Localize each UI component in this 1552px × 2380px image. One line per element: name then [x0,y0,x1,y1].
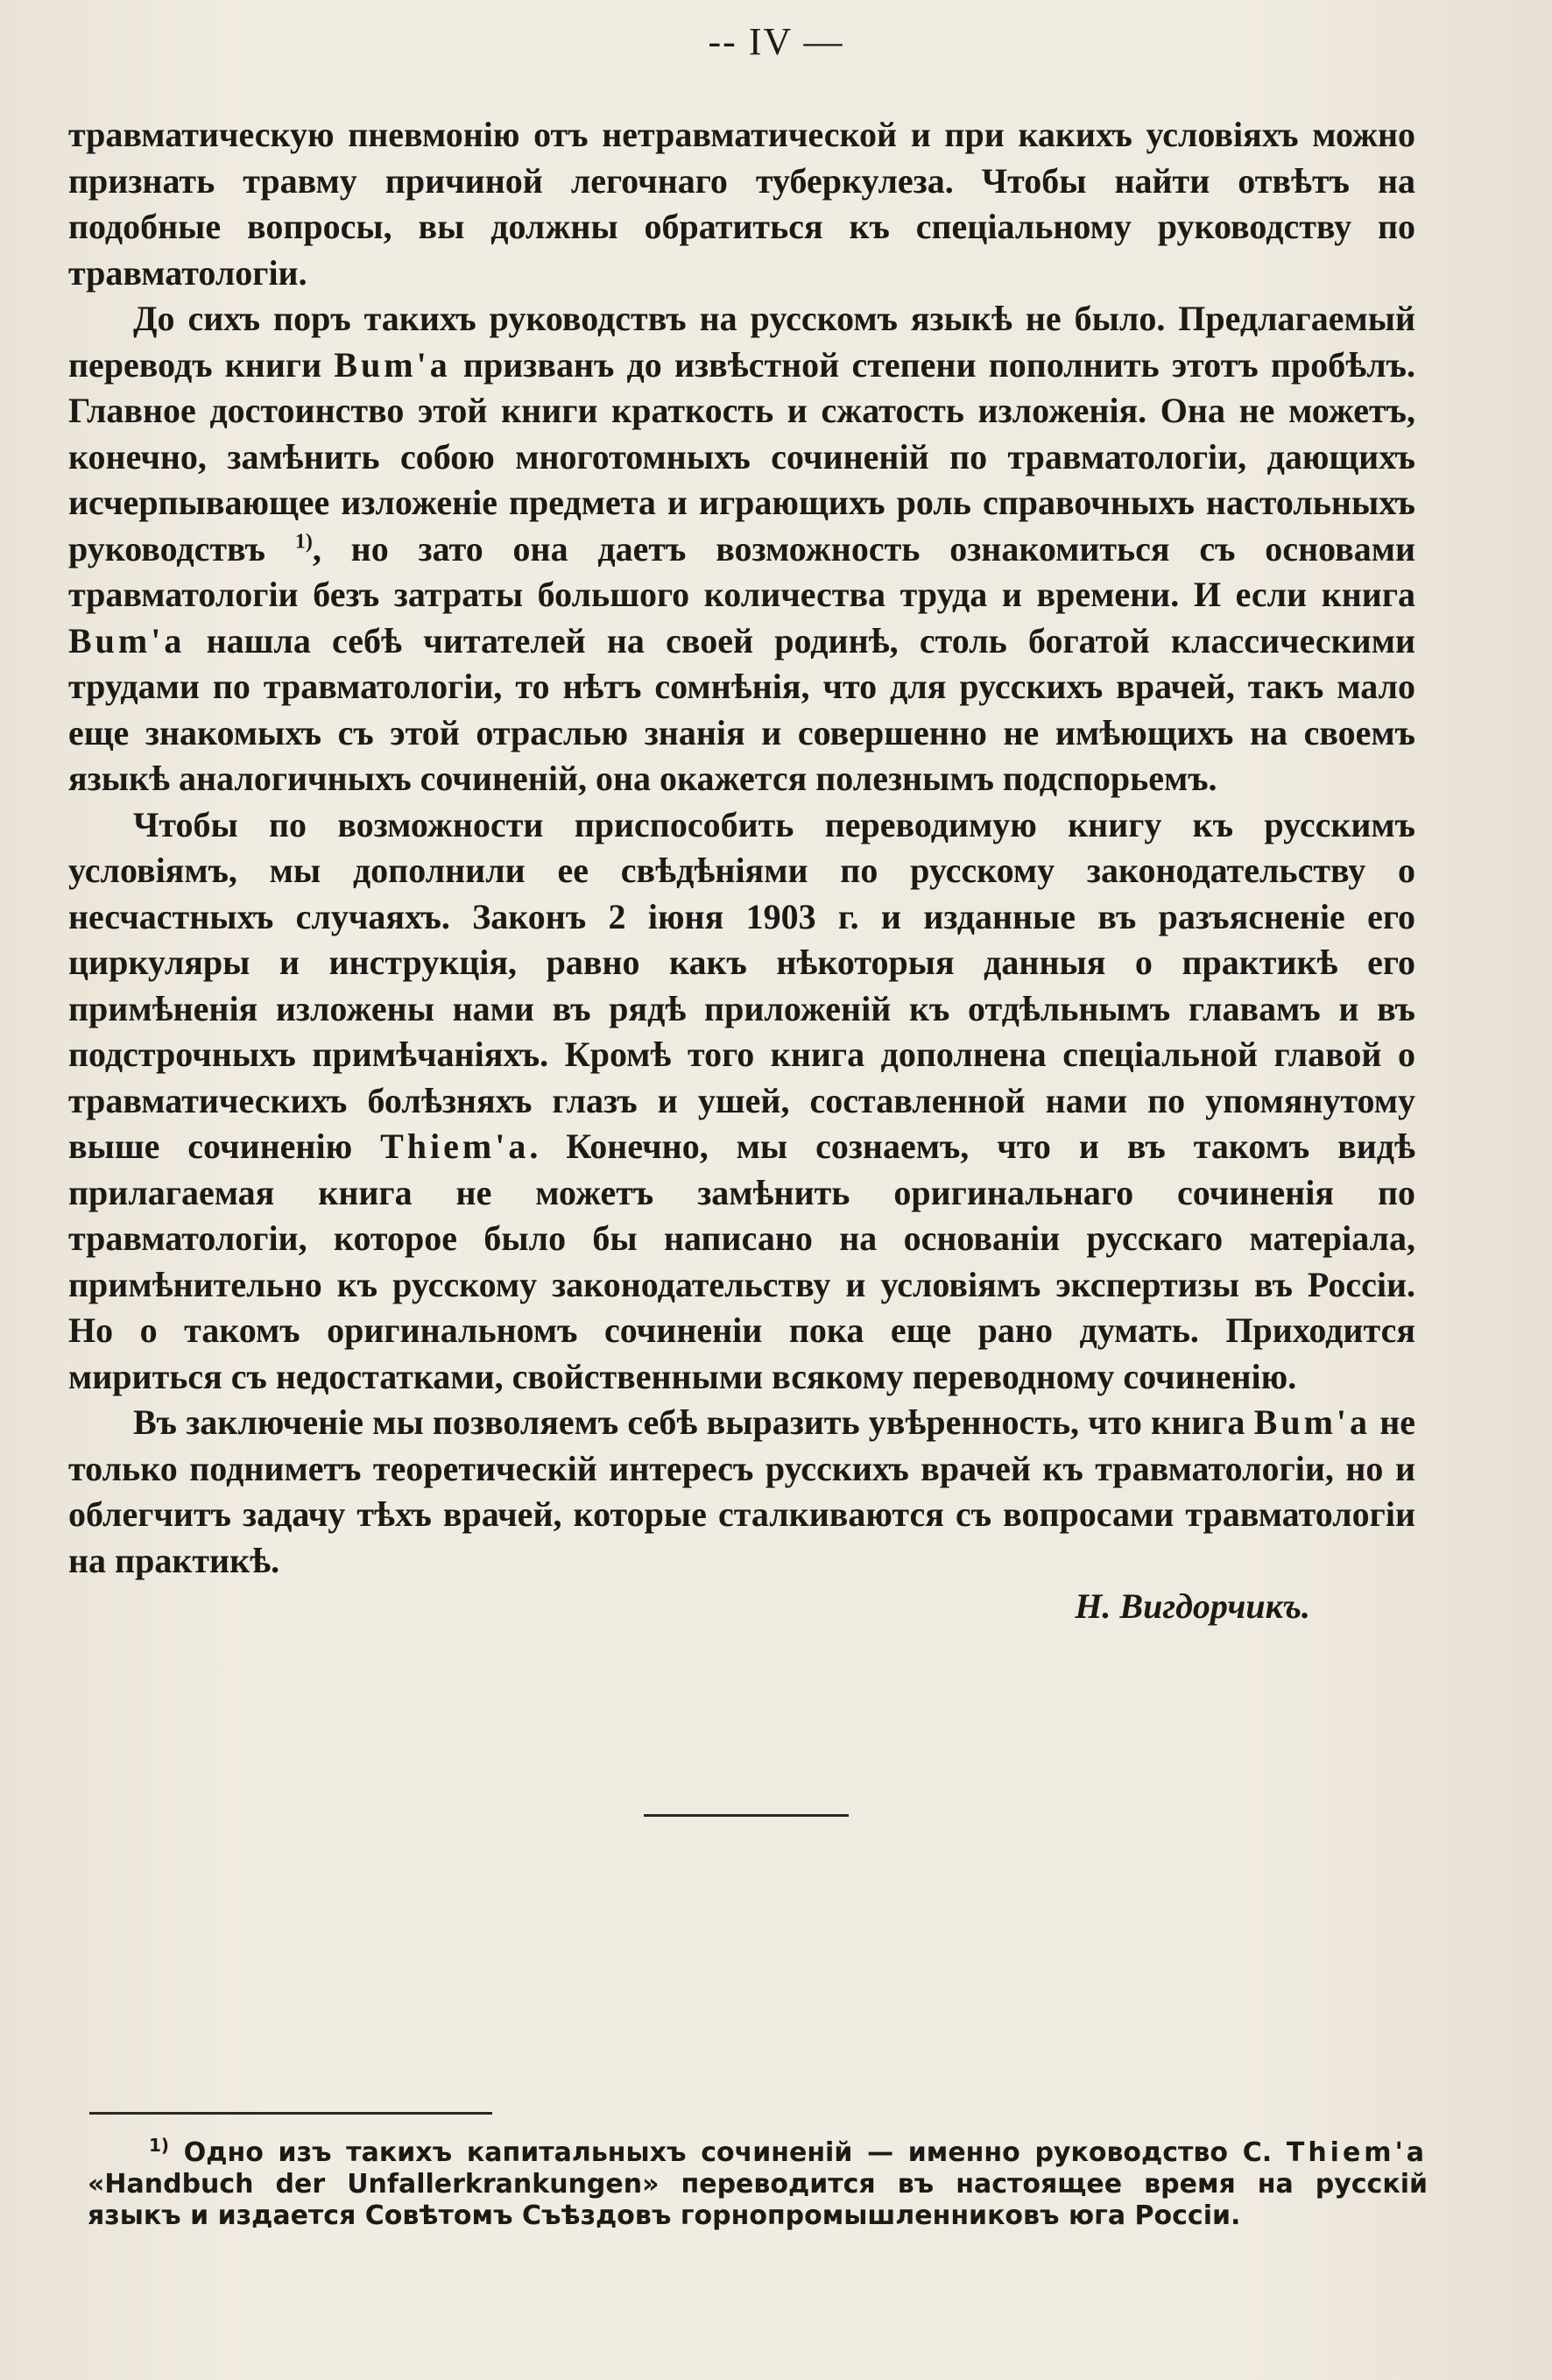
paragraph-2-text-b: призванъ до извѣстной степени пополнить этотъ пробѣлъ. Главное достоинство этой книги краткость и сжатость изложенія. Она не можетъ, конечно, замѣнить собою многотомныхъ сочиненій по травматологіи, дающихъ исчерпывающее изложеніе предмета и играющихъ роль справочныхъ настольныхъ руководствъ [68,344,1415,569]
paragraph-2-text-c: , но зато она даетъ возможность ознакомиться съ основами травматологіи безъ затраты большого количества труда и времени. И если книга [68,528,1416,614]
footnote-mark: 1) [149,2135,170,2156]
paragraph-4-text-a: Въ заключеніе мы позволяемъ себѣ выразить увѣренность, что книга [133,1402,1254,1442]
author-name-thiem: Thiem'a [380,1126,530,1166]
footnote-paragraph [88,2137,1428,2232]
footnote-divider [89,2112,492,2115]
main-text [68,112,1415,1630]
paragraph-2-text-a: До сихъ поръ такихъ руководствъ на русскомъ языкѣ не было. Предлагаемый переводъ книги [68,299,1415,385]
footnote-author-thiem: Thiem'a [1286,2137,1428,2168]
footnote-text-b: «Handbuch der Unfallerkrankungen» переводится въ настоящее время на русскій языкъ и издается Совѣтомъ Съѣздовъ горнопромышленниковъ юга Россіи. [88,2169,1428,2231]
paragraph-3-text-b: . Конечно, мы сознаемъ, что и въ такомъ видѣ прилагаемая книга не можетъ замѣнить оригинальнаго сочиненія по травматологіи, которое было бы написано на основаніи русскаго матеріала, примѣнительно къ русскому законодательству и условіямъ экспертизы въ Россіи. Но о такомъ оригинальномъ сочиненіи пока еще рано думать. Приходится мириться съ недостатками, свойственными всякому переводному сочиненію. [68,1126,1415,1396]
footnote-reference-mark: 1) [294,530,313,554]
paragraph-3 [68,802,1415,1401]
paragraph-3-text-a: Чтобы по возможности приспособить переводимую книгу къ русскимъ условіямъ, мы дополнили ее свѣдѣніями по русскому законодательству о несчастныхъ случаяхъ. Законъ 2 іюня 1903 г. и изданные въ разъясненіе его циркуляры и инструкція, равно какъ нѣкоторыя данныя о практикѣ его примѣненія изложены нами въ рядѣ приложеній къ отдѣльнымъ главамъ и въ подстрочныхъ примѣчаніяхъ. Кромѣ того книга дополнена спеціальной главой о травматическихъ болѣзняхъ глазъ и ушей, составленной нами по упомянутому выше сочиненію [68,804,1415,1166]
page-number-header: -- IV — [708,20,844,63]
footnote-text-a: Одно изъ такихъ капитальныхъ сочиненій — именно руководство C. [169,2137,1287,2168]
section-divider [644,1814,849,1817]
signature: Н. Вигдорчикъ. [1075,1586,1310,1626]
paragraph-4 [68,1400,1415,1584]
paragraph-2 [68,296,1415,802]
author-name-bum-2: Bum'a [68,620,186,660]
author-name-bum-3: Bum'a [1253,1402,1371,1442]
paragraph-2-text-d: нашла себѣ читателей на своей родинѣ, столь богатой классическими трудами по травматологіи, то нѣтъ сомнѣнія, что для русскихъ врачей, такъ мало еще знакомыхъ съ этой отраслью знанія и совершенно не имѣющихъ на своемъ языкѣ аналогичныхъ сочиненій, она окажется полезнымъ подспорьемъ. [68,620,1415,798]
paragraph-1 [68,112,1415,296]
paragraph-1-text: травматическую пневмонію отъ нетравматической и при какихъ условіяхъ можно признать травму причиной легочнаго туберкулеза. Чтобы найти отвѣтъ на подобные вопросы, вы должны обратиться къ спеціальному руководству по травматологіи. [68,115,1415,293]
author-name-bum: Bum'a [334,344,451,385]
footnote [88,2137,1428,2232]
paragraph-4-text-b: не только подниметъ теоретическій интересъ русскихъ врачей къ травматологіи, но и облегчитъ задачу тѣхъ врачей, которые сталкиваются съ вопросами травматологіи на практикѣ. [68,1402,1415,1580]
